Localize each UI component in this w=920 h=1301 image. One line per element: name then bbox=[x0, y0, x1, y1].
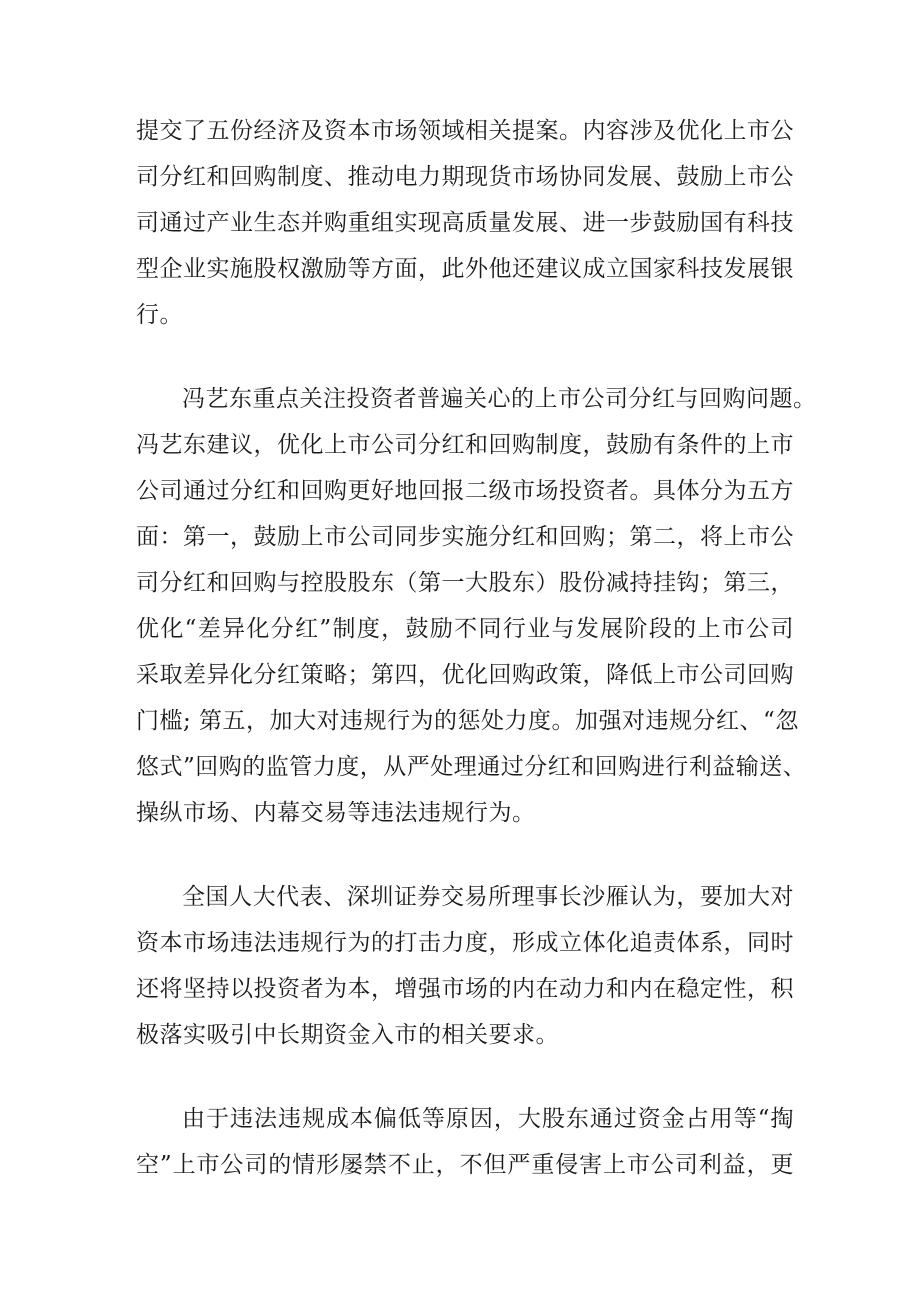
paragraph-1 bbox=[136, 108, 794, 338]
paragraph-2-line-9: 悠式”回购的监管力度，从严处理通过分红和回购进行利益输送、 bbox=[136, 754, 807, 780]
paragraph-2-line-6: 优化“差异化分红”制度，鼓励不同行业与发展阶段的上市公司 bbox=[136, 616, 794, 642]
paragraph-1-line-4: 型企业实施股权激励等方面，此外他还建议成立国家科技发展银 bbox=[136, 256, 794, 282]
paragraph-2-line-3: 公司通过分红和回购更好地回报二级市场投资者。具体分为五方 bbox=[136, 478, 794, 504]
paragraph-2-line-7: 采取差异化分红策略；第四，优化回购政策，降低上市公司回购 bbox=[136, 662, 794, 688]
paragraph-2-line-10: 操纵市场、内幕交易等违法违规行为。 bbox=[136, 800, 536, 826]
paragraph-spacer bbox=[136, 1058, 794, 1096]
document-body bbox=[136, 108, 817, 1188]
paragraph-spacer bbox=[136, 338, 794, 376]
paragraph-4 bbox=[136, 1096, 794, 1188]
paragraph-4-line-1: 由于违法违规成本偏低等原因，大股东通过资金占用等“掏 bbox=[182, 1106, 794, 1132]
paragraph-2-line-8: 门槛; 第五，加大对违规行为的惩处力度。加强对违规分红、“忽 bbox=[136, 708, 799, 734]
paragraph-2-line-2: 冯艺东建议，优化上市公司分红和回购制度，鼓励有条件的上市 bbox=[136, 432, 794, 458]
paragraph-2-line-1: 冯艺东重点关注投资者普遍关心的上市公司分红与回购问题。 bbox=[182, 386, 817, 412]
paragraph-3-line-2: 资本市场违法违规行为的打击力度，形成立体化追责体系，同时 bbox=[136, 930, 794, 956]
paragraph-2-line-4: 面：第一，鼓励上市公司同步实施分红和回购；第二，将上市公 bbox=[136, 524, 794, 550]
paragraph-3-line-1: 全国人大代表、深圳证券交易所理事长沙雁认为，要加大对 bbox=[182, 884, 794, 910]
paragraph-1-line-2: 司分红和回购制度、推动电力期现货市场协同发展、鼓励上市公 bbox=[136, 164, 794, 190]
paragraph-4-line-2: 空”上市公司的情形屡禁不止，不但严重侵害上市公司利益，更 bbox=[136, 1152, 794, 1178]
paragraph-spacer bbox=[136, 836, 794, 874]
paragraph-1-line-5: 行。 bbox=[136, 302, 183, 328]
paragraph-1-line-3: 司通过产业生态并购重组实现高质量发展、进一步鼓励国有科技 bbox=[136, 210, 794, 236]
paragraph-3-line-3: 还将坚持以投资者为本，增强市场的内在动力和内在稳定性，积 bbox=[136, 976, 794, 1002]
paragraph-3 bbox=[136, 874, 794, 1058]
paragraph-2-line-5: 司分红和回购与控股股东（第一大股东）股份减持挂钩；第三， bbox=[136, 570, 794, 596]
paragraph-1-line-1: 提交了五份经济及资本市场领域相关提案。内容涉及优化上市公 bbox=[136, 118, 794, 144]
paragraph-2 bbox=[136, 376, 817, 836]
paragraph-3-line-4: 极落实吸引中长期资金入市的相关要求。 bbox=[136, 1022, 559, 1048]
